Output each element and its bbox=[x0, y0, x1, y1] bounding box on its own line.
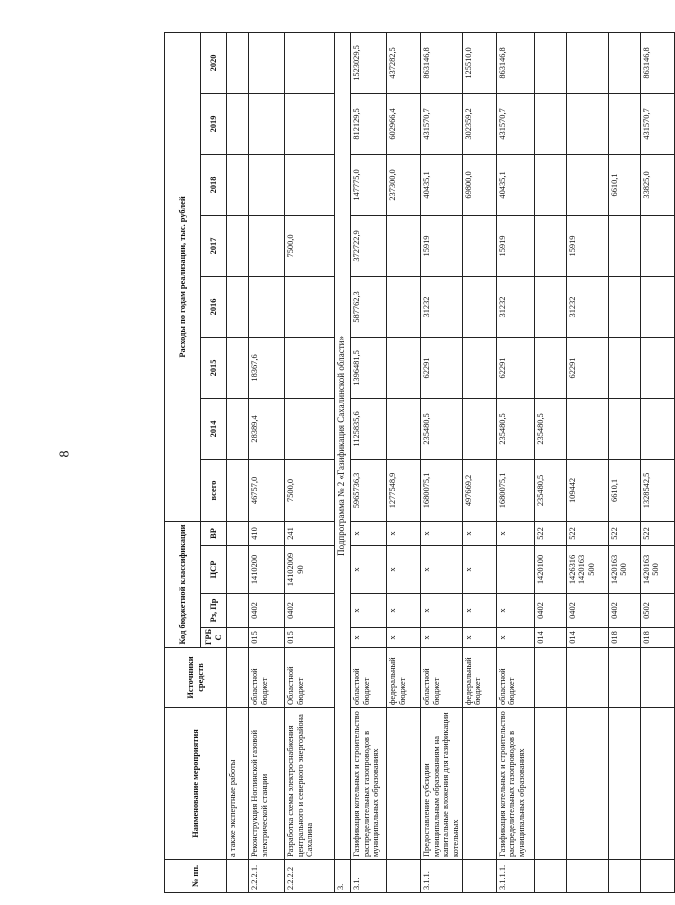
row-total: 5965736,3 bbox=[351, 459, 387, 521]
row-year-value bbox=[608, 215, 640, 276]
row-rzpr: 0502 bbox=[640, 594, 674, 628]
row-csr bbox=[496, 546, 534, 594]
row-year-value: 1523029,5 bbox=[351, 32, 387, 93]
row-year-value bbox=[387, 398, 421, 459]
row-vr: 241 bbox=[285, 521, 335, 545]
row-year-value bbox=[534, 337, 566, 398]
row-vr: 522 bbox=[566, 521, 608, 545]
row-vr: 522 bbox=[640, 521, 674, 545]
row-grbs: х bbox=[351, 628, 387, 648]
col-grbs-header: ГРБ С bbox=[201, 628, 227, 648]
row-year-value: 40435,1 bbox=[421, 154, 463, 215]
row-no bbox=[534, 860, 566, 893]
row-name: а также экспертные работы bbox=[227, 708, 249, 860]
row-year-value: 237300,0 bbox=[387, 154, 421, 215]
row-total: 109442 bbox=[566, 459, 608, 521]
row-year-value: 40435,1 bbox=[496, 154, 534, 215]
row-vr: х bbox=[496, 521, 534, 545]
row-total: 6610,1 bbox=[608, 459, 640, 521]
table-row bbox=[496, 32, 534, 892]
row-year-value: 15919 bbox=[566, 215, 608, 276]
row-year-value bbox=[285, 276, 335, 337]
col-source-header: Источники средств bbox=[165, 648, 227, 708]
row-no: 3.1.1.1. bbox=[496, 860, 534, 893]
row-year-value bbox=[534, 32, 566, 93]
row-year-value bbox=[534, 215, 566, 276]
row-csr: х bbox=[462, 546, 496, 594]
row-grbs: х bbox=[462, 628, 496, 648]
row-rzpr: 0402 bbox=[566, 594, 608, 628]
row-vr: х bbox=[351, 521, 387, 545]
row-year-value bbox=[285, 398, 335, 459]
row-csr: х bbox=[421, 546, 463, 594]
row-no bbox=[227, 860, 249, 893]
row-grbs: 014 bbox=[534, 628, 566, 648]
row-total: 1277548,9 bbox=[387, 459, 421, 521]
row-source: областной бюджет bbox=[496, 648, 534, 708]
row-name: Предоставление субсидии муниципальным образованиям на капитальные вложения для газификации котельных bbox=[421, 708, 463, 860]
col-total-header: всего bbox=[201, 459, 227, 521]
row-year-value: 7500,0 bbox=[285, 215, 335, 276]
row-year-value bbox=[227, 93, 249, 154]
row-grbs: 018 bbox=[640, 628, 674, 648]
row-year-value: 437282,5 bbox=[387, 32, 421, 93]
row-year-value bbox=[227, 215, 249, 276]
row-vr: х bbox=[387, 521, 421, 545]
row-year-value bbox=[227, 276, 249, 337]
subprogram-no: 3. bbox=[335, 860, 351, 893]
table-row bbox=[534, 32, 566, 892]
row-rzpr: х bbox=[351, 594, 387, 628]
row-csr bbox=[227, 546, 249, 594]
row-year-value: 125510,0 bbox=[462, 32, 496, 93]
col-no-header: № пп. bbox=[165, 860, 227, 893]
row-name: Газификация котельных и строительство распределительных газопроводов в муниципальных образованиях bbox=[351, 708, 387, 860]
row-year-value: 31232 bbox=[566, 276, 608, 337]
col-year-header: 2019 bbox=[201, 93, 227, 154]
row-grbs: 015 bbox=[285, 628, 335, 648]
row-total: 1680075,1 bbox=[421, 459, 463, 521]
row-year-value bbox=[227, 398, 249, 459]
row-year-value: 863146,8 bbox=[640, 32, 674, 93]
rotated-table-container bbox=[164, 33, 661, 893]
col-year-header: 2014 bbox=[201, 398, 227, 459]
table-row bbox=[421, 32, 463, 892]
row-rzpr: х bbox=[462, 594, 496, 628]
row-name bbox=[462, 708, 496, 860]
row-name: Разработка схемы электроснабжения центрального и северного энергорайона Сахалина bbox=[285, 708, 335, 860]
col-expenses-header: Расходы по годам реализации, тыс. рублей bbox=[165, 32, 201, 521]
col-csr-header: ЦСР bbox=[201, 546, 227, 594]
row-no bbox=[566, 860, 608, 893]
row-vr: 522 bbox=[608, 521, 640, 545]
table-row bbox=[249, 32, 285, 892]
row-year-value bbox=[462, 215, 496, 276]
col-name-header: Наименование мероприятия bbox=[165, 708, 227, 860]
row-year-value: 812129,5 bbox=[351, 93, 387, 154]
row-year-value: 1125835,6 bbox=[351, 398, 387, 459]
table-row bbox=[566, 32, 608, 892]
row-year-value: 6610,1 bbox=[608, 154, 640, 215]
row-rzpr: 0402 bbox=[285, 594, 335, 628]
row-year-value: 302359,2 bbox=[462, 93, 496, 154]
row-year-value: 15919 bbox=[496, 215, 534, 276]
row-year-value bbox=[249, 154, 285, 215]
row-vr: х bbox=[421, 521, 463, 545]
row-total: 1680075,1 bbox=[496, 459, 534, 521]
row-year-value: 62291 bbox=[421, 337, 463, 398]
row-year-value: 62291 bbox=[566, 337, 608, 398]
row-vr: х bbox=[462, 521, 496, 545]
row-year-value bbox=[462, 337, 496, 398]
row-rzpr: 0402 bbox=[608, 594, 640, 628]
col-year-header: 2020 bbox=[201, 32, 227, 93]
row-source: федеральный бюджет bbox=[462, 648, 496, 708]
row-csr: 1420163 500 bbox=[640, 546, 674, 594]
row-year-value: 431570,7 bbox=[640, 93, 674, 154]
row-year-value bbox=[608, 276, 640, 337]
row-year-value: 431570,7 bbox=[421, 93, 463, 154]
row-no: 3.1. bbox=[351, 860, 387, 893]
row-grbs: 018 bbox=[608, 628, 640, 648]
row-year-value: 235480,5 bbox=[496, 398, 534, 459]
row-no bbox=[462, 860, 496, 893]
row-year-value bbox=[249, 93, 285, 154]
row-source bbox=[640, 648, 674, 708]
row-year-value bbox=[566, 93, 608, 154]
row-no bbox=[608, 860, 640, 893]
row-year-value bbox=[608, 93, 640, 154]
row-year-value bbox=[285, 337, 335, 398]
row-grbs: х bbox=[387, 628, 421, 648]
row-year-value: 235480,5 bbox=[534, 398, 566, 459]
row-year-value: 372722,9 bbox=[351, 215, 387, 276]
row-year-value bbox=[640, 215, 674, 276]
row-name: Реконструкция Ноглинской газовой электрической станции bbox=[249, 708, 285, 860]
row-grbs: х bbox=[421, 628, 463, 648]
row-vr: 410 bbox=[249, 521, 285, 545]
row-year-value: 587762,3 bbox=[351, 276, 387, 337]
row-source bbox=[608, 648, 640, 708]
row-year-value bbox=[285, 154, 335, 215]
table-body bbox=[227, 32, 675, 892]
row-year-value bbox=[227, 154, 249, 215]
row-source bbox=[566, 648, 608, 708]
row-year-value: 431570,7 bbox=[496, 93, 534, 154]
row-year-value bbox=[608, 337, 640, 398]
row-year-value: 863146,8 bbox=[421, 32, 463, 93]
row-name bbox=[566, 708, 608, 860]
row-source: областной бюджет bbox=[351, 648, 387, 708]
row-year-value bbox=[249, 276, 285, 337]
row-name bbox=[534, 708, 566, 860]
row-total bbox=[227, 459, 249, 521]
row-source bbox=[227, 648, 249, 708]
row-csr: 1410200 bbox=[249, 546, 285, 594]
col-year-header: 2018 bbox=[201, 154, 227, 215]
table-row bbox=[462, 32, 496, 892]
row-year-value bbox=[608, 398, 640, 459]
page-number: 8 bbox=[57, 450, 73, 458]
row-year-value: 31232 bbox=[496, 276, 534, 337]
row-year-value bbox=[285, 93, 335, 154]
row-csr: х bbox=[387, 546, 421, 594]
row-grbs: х bbox=[496, 628, 534, 648]
row-year-value bbox=[462, 398, 496, 459]
row-year-value bbox=[249, 32, 285, 93]
row-name: Газификация котельных и строительство распределительных газопроводов в муниципальных образованиях bbox=[496, 708, 534, 860]
table-row bbox=[351, 32, 387, 892]
row-year-value: 863146,8 bbox=[496, 32, 534, 93]
row-no bbox=[387, 860, 421, 893]
subprogram-row bbox=[335, 32, 351, 892]
row-year-value: 1396481,5 bbox=[351, 337, 387, 398]
row-total: 7500,0 bbox=[285, 459, 335, 521]
row-source: Областной бюджет bbox=[285, 648, 335, 708]
row-rzpr: х bbox=[421, 594, 463, 628]
table-row bbox=[387, 32, 421, 892]
table-row bbox=[227, 32, 249, 892]
row-rzpr: х bbox=[387, 594, 421, 628]
row-year-value bbox=[566, 154, 608, 215]
row-year-value bbox=[534, 93, 566, 154]
table-row bbox=[285, 32, 335, 892]
row-year-value bbox=[387, 215, 421, 276]
row-year-value: 31232 bbox=[421, 276, 463, 337]
budget-table bbox=[164, 32, 675, 893]
row-name bbox=[608, 708, 640, 860]
row-year-value: 33825,0 bbox=[640, 154, 674, 215]
row-no: 2.2.2.1. bbox=[249, 860, 285, 893]
row-rzpr: х bbox=[496, 594, 534, 628]
row-no bbox=[640, 860, 674, 893]
row-year-value: 15919 bbox=[421, 215, 463, 276]
row-grbs: 014 bbox=[566, 628, 608, 648]
row-year-value bbox=[640, 398, 674, 459]
table-row bbox=[640, 32, 674, 892]
row-csr: 14102009 90 bbox=[285, 546, 335, 594]
row-year-value: 602966,4 bbox=[387, 93, 421, 154]
row-vr: 522 bbox=[534, 521, 566, 545]
row-year-value bbox=[640, 337, 674, 398]
row-year-value: 235480,5 bbox=[421, 398, 463, 459]
row-grbs: 015 bbox=[249, 628, 285, 648]
row-total: 46757,0 bbox=[249, 459, 285, 521]
row-name bbox=[387, 708, 421, 860]
row-year-value: 28389,4 bbox=[249, 398, 285, 459]
col-year-header: 2017 bbox=[201, 215, 227, 276]
row-year-value bbox=[227, 32, 249, 93]
row-total: 497669,2 bbox=[462, 459, 496, 521]
row-year-value bbox=[534, 276, 566, 337]
row-source: федеральный бюджет bbox=[387, 648, 421, 708]
col-budget-code-header: Код бюджетной классификации bbox=[165, 521, 201, 647]
col-rzpr-header: Рз, Пр bbox=[201, 594, 227, 628]
row-vr bbox=[227, 521, 249, 545]
row-year-value bbox=[640, 276, 674, 337]
row-csr: 1426316 1420163 500 bbox=[566, 546, 608, 594]
row-year-value bbox=[227, 337, 249, 398]
row-source bbox=[534, 648, 566, 708]
row-year-value: 62291 bbox=[496, 337, 534, 398]
row-total: 235480,5 bbox=[534, 459, 566, 521]
row-rzpr: 0402 bbox=[249, 594, 285, 628]
row-year-value: 147775,0 bbox=[351, 154, 387, 215]
row-year-value bbox=[285, 32, 335, 93]
col-vr-header: ВР bbox=[201, 521, 227, 545]
row-source: областной бюджет bbox=[249, 648, 285, 708]
col-year-header: 2015 bbox=[201, 337, 227, 398]
row-year-value bbox=[387, 276, 421, 337]
row-year-value bbox=[566, 398, 608, 459]
row-total: 1328542,5 bbox=[640, 459, 674, 521]
row-year-value bbox=[462, 276, 496, 337]
row-csr: 1420100 bbox=[534, 546, 566, 594]
row-year-value bbox=[566, 32, 608, 93]
row-year-value bbox=[534, 154, 566, 215]
row-year-value bbox=[608, 32, 640, 93]
col-year-header: 2016 bbox=[201, 276, 227, 337]
row-rzpr: 0402 bbox=[534, 594, 566, 628]
row-csr: 1420163 500 bbox=[608, 546, 640, 594]
row-year-value bbox=[249, 215, 285, 276]
row-rzpr bbox=[227, 594, 249, 628]
row-year-value bbox=[387, 337, 421, 398]
row-year-value: 69800,0 bbox=[462, 154, 496, 215]
table-row bbox=[608, 32, 640, 892]
row-source: областной бюджет bbox=[421, 648, 463, 708]
row-no: 2.2.2.2 bbox=[285, 860, 335, 893]
row-no: 3.1.1. bbox=[421, 860, 463, 893]
row-year-value: 18367,6 bbox=[249, 337, 285, 398]
subprogram-title: Подпрограмма № 2 «Газификация Сахалинской области» bbox=[335, 32, 351, 859]
row-grbs bbox=[227, 628, 249, 648]
row-csr: х bbox=[351, 546, 387, 594]
row-name bbox=[640, 708, 674, 860]
